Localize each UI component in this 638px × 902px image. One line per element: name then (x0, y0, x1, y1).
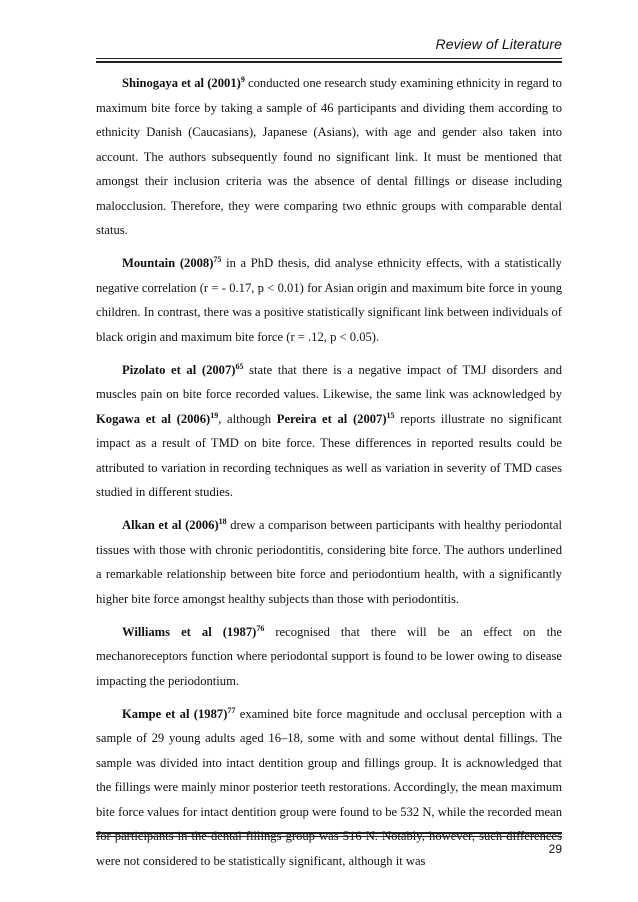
header-divider-thick (96, 61, 562, 63)
paragraph-text: drew a comparison between participants with healthy periodontal tissues with those with chronic periodontitis, considering bite force. The authors underlined a remarkable relationship between bite force and periodontium health, with a significantly higher bite force amongst healthy subjects than those with periodontitis. (96, 518, 563, 606)
citation-author: Kampe et al (1987) (122, 706, 228, 721)
paragraph-pizolato (96, 358, 562, 505)
citation-author: Pizolato et al (2007) (122, 362, 236, 377)
reference-number: 18 (218, 516, 227, 526)
header-divider (96, 58, 562, 59)
paragraph-williams (96, 620, 562, 694)
reference-number: 9 (240, 74, 245, 84)
citation-author: Pereira et al (2007) (276, 411, 387, 426)
paragraph-text: , although (218, 411, 277, 426)
footer-divider (96, 836, 562, 837)
reference-number: 77 (227, 705, 236, 715)
paragraph-text: in a PhD thesis, did analyse ethnicity effects, with a statistically negative correlation (r = - 0.17, p < 0.01) for Asian origin and maximum bite force in young children. In contrast, there was a positive statistically significant link between individuals of black origin and maximum bite force (r = .12, p < 0.05). (96, 256, 562, 344)
reference-number: 75 (213, 254, 222, 264)
reference-number: 15 (386, 410, 395, 420)
reference-number: 65 (235, 361, 244, 371)
citation-author: Shinogaya et al (2001) (122, 76, 241, 90)
paragraph-text: recognised that there will be an effect on the mechanoreceptors function where periodontal support is found to be lower owing to disease impacting the periodontium. (96, 624, 562, 688)
page-header-title: Review of Literature (435, 36, 562, 52)
footer-divider-thick (96, 832, 562, 834)
main-content (96, 71, 562, 882)
reference-number: 76 (256, 623, 265, 633)
reference-number: 19 (210, 410, 219, 420)
paragraph-text: conducted one research study examining ethnicity in regard to maximum bite force by taking a sample of 46 participants and dividing them according to ethnicity Danish (Caucasians), Japanese (Asians), with age and gender also taken into account. The authors subsequently found no significant link. It must be mentioned that amongst their inclusion criteria was the absence of dental fillings or disease including malocclusion. Therefore, they were comparing two ethnic groups with comparable dental status. (96, 76, 562, 237)
paragraph-shinogaya (96, 71, 562, 243)
citation-author: Williams et al (1987) (122, 624, 257, 639)
paragraph-text: reports illustrate no significant impact as a result of TMD on bite force. These differences in reported results could be attributed to variation in recording techniques as well as variation in severity of TMD cases studied in different studies. (96, 411, 562, 499)
citation-author: Kogawa et al (2006) (96, 411, 211, 426)
page-number: 29 (548, 842, 562, 856)
citation-author: Alkan et al (2006) (122, 518, 219, 532)
paragraph-text: state that there is a negative impact of TMJ disorders and muscles pain on bite force recorded values. Likewise, the same link was acknowledged by (96, 362, 562, 401)
paragraph-mountain (96, 251, 562, 349)
paragraph-text: examined bite force magnitude and occlusal perception with a sample of 29 young adults aged 16–18, some with and some without dental fillings. The sample was divided into intact dentition group and fillings group. It is acknowledged that the fillings were mainly minor posterior teeth restorations. Accordingly, the mean maximum bite force values for intact dentition group were found to be 532 N, while the recorded mean for participants in the dental fillings group was 516 N. Notably, however, such differences were not considered to be statistically significant, although it was (96, 706, 562, 868)
paragraph-alkan (96, 513, 562, 611)
citation-author: Mountain (2008) (122, 256, 214, 270)
